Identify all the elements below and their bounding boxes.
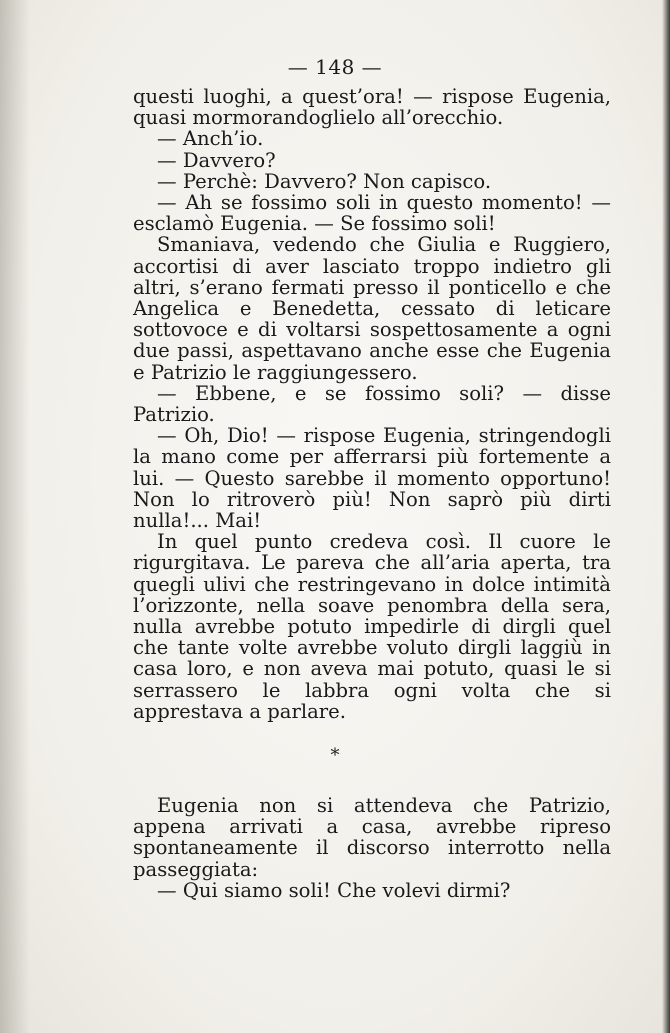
paragraph: — Perchè: Davvero? Non capisco.: [157, 169, 492, 193]
page-number: — 148 —: [287, 55, 383, 79]
paragraph: — Qui siamo soli! Che volevi dirmi?: [157, 878, 511, 902]
paragraph: — Ebbene, e se fossimo soli? — disse Patrizio.: [133, 381, 611, 427]
paragraph: Eugenia non si attendeva che Patrizio, appena arrivati a casa, avrebbe ripreso spontaneamente il discorso interrotto nella passeggiata:: [133, 794, 611, 881]
paragraph: — Ah se fossimo soli in questo momento! — esclamò Eugenia. — Se fossimo soli!: [133, 191, 611, 236]
page-edge-shadow: [662, 0, 670, 1033]
paragraph: In quel punto credeva così. Il cuore le rigurgitava. Le pareva che all’aria aperta, tra quegli ulivi che restringevano in dolce intimità l’orizzonte, nella soave penombra della sera, nulla avrebbe potuto impedirle di dirgli quel che tante volte avrebbe voluto dirgli laggiù in casa loro, e non aveva mai potuto, quasi le si serrassero le labbra ogni volta che si apprestava a parlare.: [133, 530, 611, 723]
paragraph: Smaniava, vedendo che Giulia e Ruggiero, accortisi di aver lasciato troppo indietro gli altri, s’erano fermati presso il ponticello e che Angelica e Benedetta, cessato di leticare sottovoce e di voltarsi sospettosamente a ogni due passi, aspettavano anche esse che Eugenia e Patrizio le raggiungessero.: [133, 233, 611, 384]
text-section-2: [133, 795, 611, 901]
text-section-1: [133, 86, 611, 722]
page-spine-shadow: [0, 0, 30, 1033]
paragraph: questi luoghi, a quest’ora! — rispose Eugenia, quasi mormorandoglielo all’orecchio.: [133, 85, 611, 130]
paragraph: — Davvero?: [157, 148, 276, 172]
paragraph: — Anch’io.: [157, 127, 264, 151]
section-separator: *: [330, 745, 340, 766]
paragraph: — Oh, Dio! — rispose Eugenia, stringendogli la mano come per afferrarsi più fortemente a lui. — Questo sarebbe il momento opportuno! Non lo ritroverò più! Non saprò più dirti nulla!... Mai!: [133, 424, 611, 533]
